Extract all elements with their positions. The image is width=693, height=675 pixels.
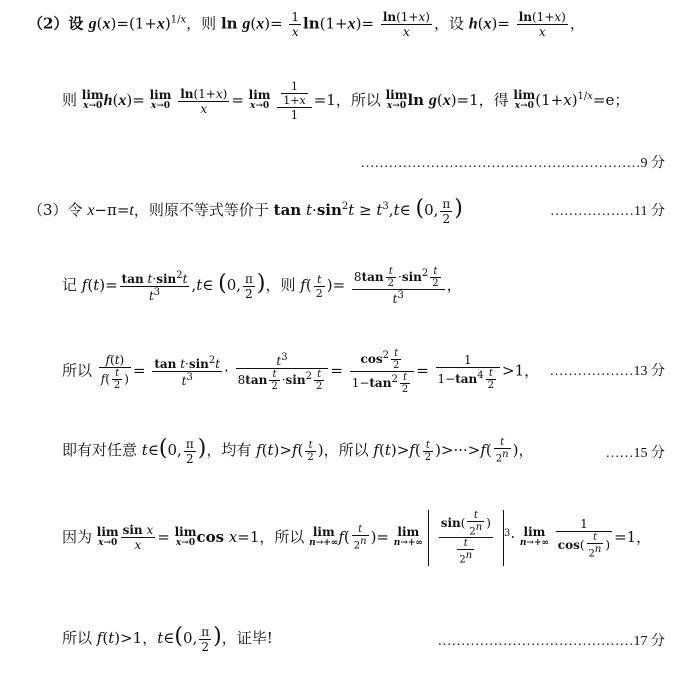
line-define-f: 记 f(t)= $\frac{\tan t\cdot\sin^2t}{t^3}$ ,t∈ (0, $\frac{\pi}{2}$ )，则 f( $\frac{t}{2}$ )= 8tan $\frac{t}{2}$ $\cdot\sin^2$ $\frac{t}{2}$ $t^3$ ，	[62, 266, 462, 306]
score-17: ……………………………………17 分	[437, 634, 665, 649]
line-chain: 即有对任意 t∈(0, $\frac{\pi}{2}$ )，均有 f(t)>f( $\frac{t}{2}$ )，所以 f(t)>f( $\frac{t}{2}$ )>···>f( $\frac{t}{2^n}$ )，	[62, 436, 534, 466]
score-15: ……15 分	[605, 446, 665, 461]
score-11: ………………11 分	[550, 204, 665, 219]
score-13: ………………13 分	[549, 364, 665, 379]
line-ratio: 所以 f(t) f( $\frac{t}{2}$ ) = $\frac{\tan t\cdot\sin^2t}{t^3}$ · $t^3$ 8tan $\frac{t}{2}$ $\cdot\sin^2$ $\frac{t}{2}$ = $\cos^2$ $\frac{t}{2}$ $1-\tan^2$ $\frac{t}{2}$ = 1 $1-\tan^4$ $\frac{t}{2}$ >1，	[62, 348, 540, 395]
score-9: ……………………………………………………9 分	[360, 156, 665, 171]
line-part2-definition: （2）设 $g(x)=(1+x)^{1/x}$，则 ln g(x)= $\frac{1}{x}$ ln(1+x)= $\frac{\ln(1+x)}{x}$ ，设 h(x)= $\frac{\ln(1+x)}{x}$ ，	[28, 10, 585, 39]
line-limit-proof: 因为 lim x→0 $\frac{\text{sin x}}{x}$ = lim x→0 cos x=1，所以 lim n→+∞ f( $\frac{t}{2^n}$ )= lim n→+∞ sin( $\frac{t}{2^n}$ ) $\frac{t}{2^n}$ $^3$· lim n→+∞ 1 cos( $\frac{t}{2^n}$ ) =1，	[62, 510, 652, 566]
line-part2-limit: 则 lim x→0 h(x)= lim x→0 $\frac{\ln(1+x)}{x}$ = lim x→0 $\frac{\frac{1}{1+x}}{1}$ =1，所以 lim x→0 ln g(x)=1，得 lim x→0 $(1+x)^{1/x}=e$；	[62, 80, 630, 122]
line-part3-substitution: （3）令 x−π=t，则原不等式等价于 $\tan t\cdot\sin^2t$ ≥ $t^3,t\in$ (0, $\frac{\pi}{2}$ )	[28, 196, 463, 226]
line-conclusion: 所以 f(t)>1，t∈(0, $\frac{\pi}{2}$ )，证毕!	[62, 624, 273, 654]
